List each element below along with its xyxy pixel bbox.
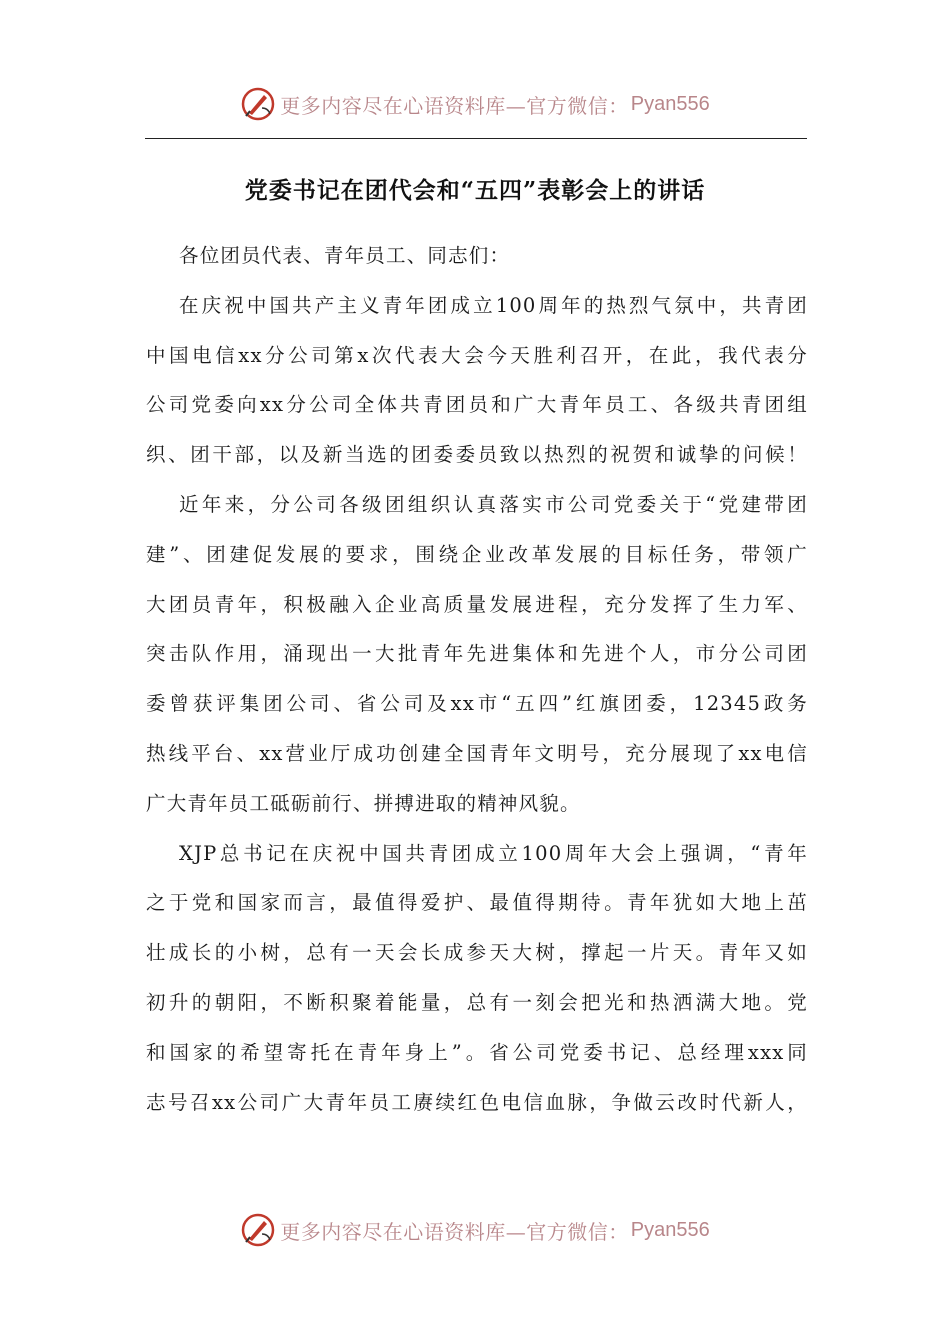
paragraph-line: 中国电信xx分公司第x次代表大会今天胜利召开，在此，我代表分 (146, 343, 808, 367)
paragraph-line: 志号召xx公司广大青年员工赓续红色电信血脉，争做云改时代新人， (146, 1090, 808, 1114)
paragraph-line: 公司党委向xx分公司全体共青团员和广大青年员工、各级共青团组 (146, 393, 808, 417)
paragraph-line: 大团员青年，积极融入企业高质量发展进程，充分发挥了生力军、 (146, 592, 808, 616)
paragraph-line: 在庆祝中国共产主义青年团成立100周年的热烈气氛中，共青团 (179, 293, 808, 317)
paragraph-line: 初升的朝阳，不断积聚着能量，总有一刻会把光和热洒满大地。党 (146, 990, 808, 1014)
document-title: 党委书记在团代会和“五四”表彰会上的讲话 (244, 177, 706, 204)
paragraph-line: 之于党和国家而言，最值得爱护、最值得期待。青年犹如大地上茁 (146, 891, 808, 915)
paragraph-line: 委曾获评集团公司、省公司及xx市“五四”红旗团委，12345政务 (146, 692, 808, 716)
document-body (146, 231, 808, 1127)
paragraph-line: 和国家的希望寄托在青年身上”。省公司党委书记、总经理xxx同 (146, 1040, 808, 1064)
header-divider (145, 138, 807, 139)
footer-banner (0, 1210, 950, 1250)
wechat-id: Pyan556 (630, 92, 710, 115)
paragraph-line: 建”、团建促发展的要求，围绕企业改革发展的目标任务，带领广 (146, 542, 808, 566)
header-banner (0, 84, 950, 124)
quill-pen-logo-icon (240, 1212, 276, 1248)
paragraph-line: 壮成长的小树，总有一天会长成参天大树，撑起一片天。青年又如 (146, 941, 808, 965)
banner-text: 更多内容尽在心语资料库—官方微信： (280, 1219, 629, 1244)
paragraph-line: 热线平台、xx营业厅成功创建全国青年文明号，充分展现了xx电信 (146, 741, 808, 765)
paragraph-line: 突击队作用，涌现出一大批青年先进集体和先进个人，市分公司团 (146, 642, 808, 666)
salutation-line: 各位团员代表、青年员工、同志们： (179, 244, 511, 267)
wechat-id: Pyan556 (630, 1218, 710, 1241)
quill-pen-logo-icon (240, 86, 276, 122)
paragraph-line: 近年来，分公司各级团组织认真落实市公司党委关于“党建带团 (179, 492, 808, 516)
banner-text: 更多内容尽在心语资料库—官方微信： (280, 93, 629, 118)
paragraph-line: 广大青年员工砥砺前行、拼搏进取的精神风貌。 (146, 791, 581, 815)
paragraph-line: XJP总书记在庆祝中国共青团成立100周年大会上强调，“青年 (179, 841, 808, 865)
paragraph-line: 织、团干部，以及新当选的团委委员致以热烈的祝贺和诚挚的问候！ (146, 443, 808, 467)
